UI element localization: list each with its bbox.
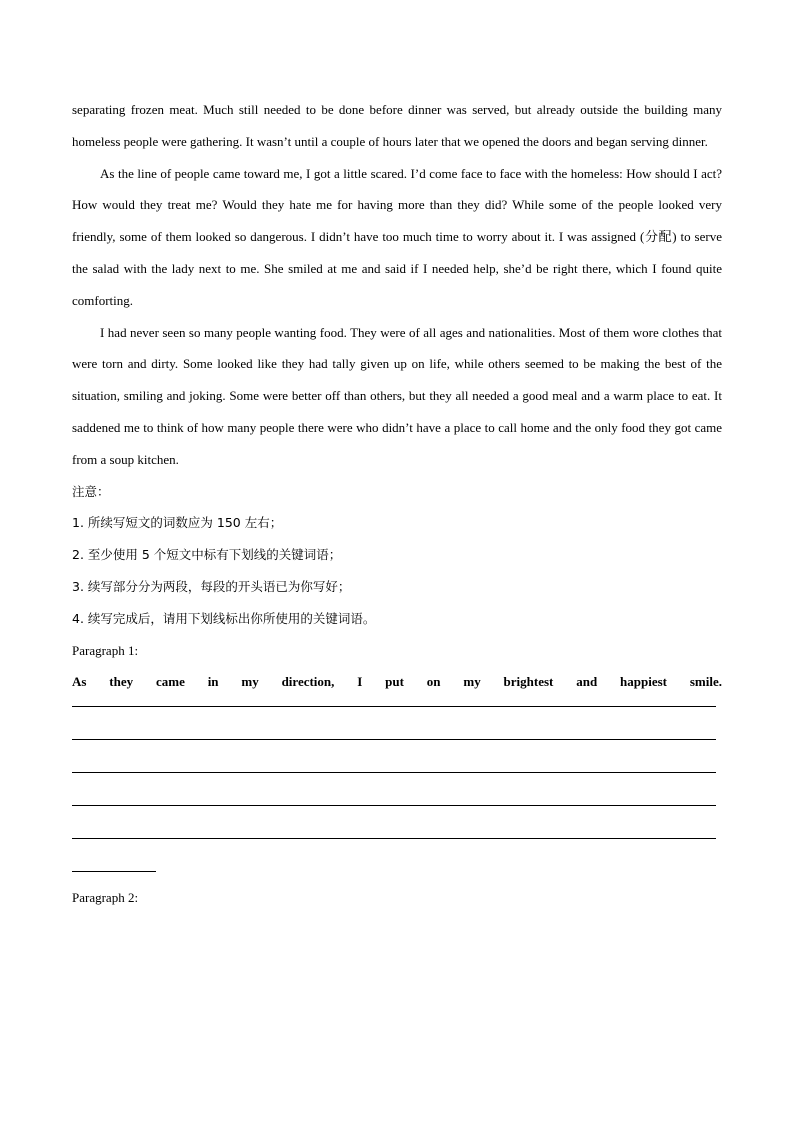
answer-line[interactable] — [72, 806, 716, 839]
note-item-3: 3. 续写部分分为两段，每段的开头语已为你写好； — [72, 578, 351, 594]
story-paragraph-2: As the line of people came toward me, I got a little scared. I’d come face to face with the homeless: How should I act? How would they treat me? Would they hate me for having more than they did? While some of the people looked very friendly, some of them looked so dangerous. I didn’t have too much time to worry about it. I was assigned (分配) to serve the salad with the lady next to me. She smiled at me and said if I needed help, she’d be right there, which I found quite comforting. — [72, 165, 722, 308]
document-page — [72, 94, 722, 914]
story-paragraph-3: I had never seen so many people wanting food. They were of all ages and nationalities. Most of them wore clothes that were torn and dirty. Some looked like they had tally given up on life, while others seemed to be making the best of the situation, smiling and joking. Some were better off than others, but they all needed a good meal and a warm place to eat. It saddened me to think of how many people there were who didn’t have a place to call home and the only food they got came from a soup kitchen. — [72, 324, 722, 467]
notes-heading: 注意： — [72, 483, 110, 499]
note-item-4: 4. 续写完成后，请用下划线标出你所使用的关键词语。 — [72, 610, 376, 626]
answer-line[interactable] — [72, 740, 716, 773]
story-paragraph-1: separating frozen meat. Much still needed to be done before dinner was served, but already outside the building many homeless people were gathering. It wasn’t until a couple of hours later that we opened the doors and began serving dinner. — [72, 102, 722, 149]
answer-line[interactable] — [72, 773, 716, 806]
paragraph-2-label: Paragraph 2: — [72, 890, 139, 906]
note-item-2: 2. 至少使用 5 个短文中标有下划线的关键词语； — [72, 547, 342, 563]
answer-line[interactable] — [72, 707, 716, 740]
note-item-1: 1. 所续写短文的词数应为 150 左右； — [72, 515, 283, 531]
answer-line-end[interactable] — [72, 839, 156, 872]
paragraph-1-label: Paragraph 1: — [72, 642, 139, 658]
paragraph-1-lead-sentence: As they came in my direction, I put on my brightest and happiest smile. — [72, 674, 722, 690]
